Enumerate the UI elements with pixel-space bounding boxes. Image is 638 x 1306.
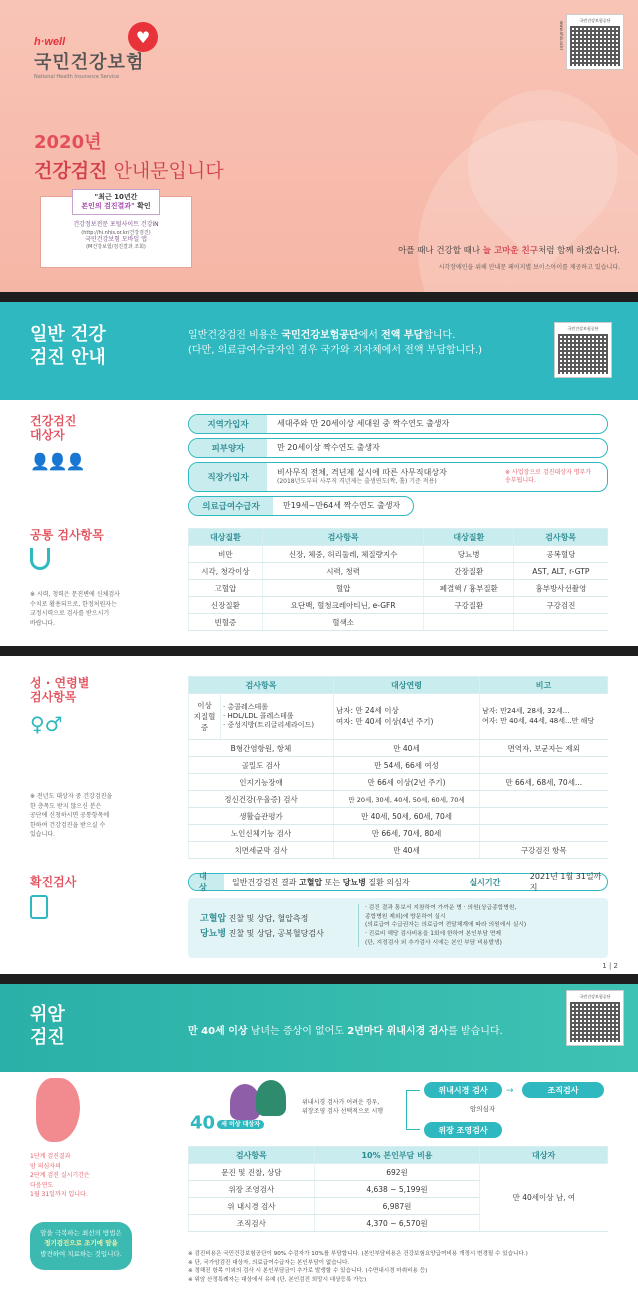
box-line: 정기검진으로 조기에 암을 xyxy=(44,1239,118,1248)
flow-note xyxy=(302,1098,383,1116)
cancer-title-line2: 검진 xyxy=(30,1026,65,1048)
cell xyxy=(480,825,608,842)
note-line: 한하여 건강검진을 받으실 수 xyxy=(30,821,106,829)
table-header-row xyxy=(189,529,608,546)
cell: 문진 및 진찰, 상담 xyxy=(189,1164,315,1181)
cell: 면역자, 보균자는 제외 xyxy=(480,740,608,757)
table-row xyxy=(189,614,608,631)
table-row-lipid xyxy=(189,694,608,740)
cell xyxy=(480,808,608,825)
box-line: 발견하여 치료하는 것입니다. xyxy=(40,1249,122,1258)
result-check-line1: "최근 10년간 xyxy=(94,193,138,201)
cell: 공복혈당 xyxy=(514,546,608,563)
cover-message-pre: 아플 때나 건강할 때나 xyxy=(398,246,483,256)
mobile-app-label: 국민건강보험 모바일 앱 xyxy=(85,236,147,244)
table-row xyxy=(189,580,608,597)
badge-text: 세 이상 대상자 xyxy=(217,1120,264,1129)
cell: 혈압 xyxy=(262,580,424,597)
htn-text: 진찰 및 상담, 혈압측정 xyxy=(228,914,309,923)
table-row xyxy=(189,842,608,859)
targets-label-line2: 대상자 xyxy=(30,428,65,443)
cancer-title xyxy=(30,1004,65,1049)
note-line: 바랍니다. xyxy=(30,619,56,627)
cell: 구강질환 xyxy=(424,597,514,614)
lipid-label-line1: 이상 xyxy=(197,701,212,710)
cancer-side-box xyxy=(30,1222,132,1270)
qr-pattern-2 xyxy=(558,334,608,374)
target-row-dependent xyxy=(188,438,608,458)
lipid-items-cell xyxy=(221,694,334,740)
portal-site-label: 건강정보전문 포털사이트 건강iN xyxy=(73,221,159,229)
qr-pattern xyxy=(570,26,620,66)
table-row xyxy=(189,546,608,563)
col-header: 검사항목 xyxy=(189,1147,315,1164)
note-line: (의료급여 수급권자는 의료급여 전달체계에 따라 의원에서 실시) xyxy=(365,922,527,929)
common-items-note xyxy=(30,590,120,628)
target-label: 의료급여수급자 xyxy=(189,497,273,515)
confirm-target-label: 대상 xyxy=(189,874,224,890)
agesex-label xyxy=(30,676,89,705)
common-items-table xyxy=(188,528,608,631)
cell: 6,987원 xyxy=(314,1198,480,1215)
general-description xyxy=(188,328,482,358)
confirm-label: 확진검사 xyxy=(30,875,77,889)
cell: 4,370 ~ 6,570원 xyxy=(314,1215,480,1232)
qr-label-2: 국민건강보험공단 xyxy=(567,326,599,331)
cell: 당뇨병 xyxy=(424,546,514,563)
note-line: 교정시력으로 검사를 받으시기 xyxy=(30,610,110,618)
cell: 노인신체기능 검사 xyxy=(189,825,334,842)
dm-label: 당뇨병 xyxy=(200,929,227,940)
general-desc-mid: 에서 xyxy=(358,330,382,341)
col-header: 검사항목 xyxy=(262,529,424,546)
age40-badge xyxy=(190,1112,264,1134)
cell: 요단백, 혈청크레아티닌, e-GFR xyxy=(262,597,424,614)
cell xyxy=(514,614,608,631)
target-text: 만19세~만64세 짝수연도 출생자 xyxy=(283,500,401,510)
footnote: ※ 검진비용은 국민건강보험공단이 90% 수검자가 10%를 부담합니다. (본인부담비용은 건강보험요양급여비용 개정시 변경될 수 있습니다.) xyxy=(188,1251,528,1257)
target-row-workplace xyxy=(188,462,608,492)
flow-endoscopy: 위내시경 검사 xyxy=(424,1082,502,1098)
agesex-table xyxy=(188,676,608,859)
note-line: 1단계 검진결과 xyxy=(30,1153,71,1160)
cell: 구강검진 xyxy=(514,597,608,614)
target-text xyxy=(267,468,505,486)
cell: 빈혈증 xyxy=(189,614,263,631)
cancer-desc-bold1: 만 40세 이상 xyxy=(188,1026,248,1037)
col-header: 10% 본인부담 비용 xyxy=(314,1147,480,1164)
nhis-logo xyxy=(34,36,144,80)
cell xyxy=(480,791,608,808)
arrow-right-icon: → xyxy=(506,1086,514,1096)
confirm-target-bold2: 당뇨병 xyxy=(342,877,366,887)
cell: B형간염항원, 항체 xyxy=(189,740,334,757)
general-desc-bold: 국민건강보험공단 xyxy=(281,330,359,341)
col-header: 대상질환 xyxy=(424,529,514,546)
qr-pattern-3 xyxy=(570,1002,620,1042)
note-line: · 검진 결과 통보서 지참하여 가까운 병 · 의원(상급종합병원, xyxy=(365,905,517,911)
note-line: 1월 31일까지 입니다. xyxy=(30,1191,88,1199)
confirm-detail-box xyxy=(188,898,608,958)
stethoscope-icon xyxy=(30,548,50,570)
target-text-sub: (2018년도부터 사무직 격년제는 출생연도(짝, 홀) 기준 적용) xyxy=(277,478,437,486)
agesex-note xyxy=(30,792,112,840)
cell: 만 66세, 68세, 70세... xyxy=(480,774,608,791)
cell: 혈색소 xyxy=(262,614,424,631)
cell: 692원 xyxy=(314,1164,480,1181)
note-line: · 진료비 해당 검사비용을 1회에 한하여 본인부담 면제 xyxy=(365,931,502,938)
general-title xyxy=(30,324,106,369)
cell: 구강검진 항목 xyxy=(480,842,608,859)
htn-label: 고혈압 xyxy=(200,914,227,924)
cell: 고혈압 xyxy=(189,580,263,597)
result-check-title xyxy=(72,189,159,215)
general-desc-bold2: 전액 부담 xyxy=(381,330,424,341)
heart-icon: ♥ xyxy=(128,22,158,52)
confirm-tests xyxy=(200,912,324,943)
cancer-side-note xyxy=(30,1152,90,1200)
table-row xyxy=(189,791,608,808)
confirm-target-bold1: 고혈압 xyxy=(298,877,323,887)
qr-code-3[interactable] xyxy=(566,990,624,1046)
cell: 간장질환 xyxy=(424,563,514,580)
cell: 만 40세 xyxy=(334,842,480,859)
cover-section xyxy=(0,0,638,292)
note-line: 2단계 검진 실시기간은 xyxy=(30,1172,90,1180)
note-line: 있습니다. xyxy=(30,831,56,839)
col-header: 비고 xyxy=(480,677,608,694)
section-divider xyxy=(0,974,638,984)
note-line: 공단에 신청하시면 공통항목에 xyxy=(30,812,110,820)
flow-xray: 위장 조영검사 xyxy=(424,1122,502,1138)
stomach-icon xyxy=(36,1078,80,1142)
portal-site-url[interactable]: (http://hi.nhis.or.kr/건강검진) xyxy=(81,229,151,236)
cancer-cost-table xyxy=(188,1146,608,1232)
flow-biopsy: 조직검사 xyxy=(522,1082,604,1098)
voiceeye-note: 시각장애인을 위해 안내문 페이지별 보이스아이를 제공하고 있습니다. xyxy=(438,264,620,271)
logo-sub: National Health Insurance Service xyxy=(34,74,120,80)
note-line: (단, 지정검사 외 추가검사 시에는 본인 부담 비용발생) xyxy=(365,939,502,946)
cancer-description xyxy=(188,1022,503,1037)
cover-year: 2020년 xyxy=(34,132,102,153)
lipid-note-cell xyxy=(480,694,608,740)
lipid-age-line2: 여자: 만 40세 이상(4년 주기) xyxy=(336,716,434,726)
table-header-row xyxy=(189,677,608,694)
note-line: 위장조영 검사 선택적으로 시행 xyxy=(302,1108,384,1115)
badge-number: 40 xyxy=(190,1112,216,1134)
qr-label: 국민건강보험공단 xyxy=(579,18,611,23)
table-header-row xyxy=(189,1147,608,1164)
cell: 흉부방사선촬영 xyxy=(514,580,608,597)
confirm-target-pre: 일반건강검진 결과 xyxy=(232,877,299,887)
lipid-label-line2: 지질혈증 xyxy=(193,712,216,732)
workplace-note: ※ 사업장으로 검진대상자 명부가 송부됩니다. xyxy=(505,468,592,484)
cancer-title-line1: 위암 xyxy=(30,1004,65,1025)
target-row-regional xyxy=(188,414,608,434)
cover-title-rest: 안내문입니다 xyxy=(107,160,224,182)
confirm-notes xyxy=(358,904,602,947)
lipid-age-cell xyxy=(334,694,480,740)
footnote: ※ 단, 국가암검진 대상자, 의료급여수급자는 본인부담이 없습니다. xyxy=(188,1259,350,1266)
cell: 폐결핵 / 흉부질환 xyxy=(424,580,514,597)
note-line: 종합병원 제외)에 방문하여 실시 xyxy=(365,913,446,920)
col-header: 대상자 xyxy=(480,1147,608,1164)
cell: 비만 xyxy=(189,546,263,563)
qr-label-3: 국민건강보험공단 xyxy=(579,994,611,999)
gender-icon: ♀♂ xyxy=(30,712,63,736)
targets-label xyxy=(30,414,76,443)
note-line: 위내시경 검사가 어려운 경우, xyxy=(302,1099,380,1106)
target-label: 직장가입자 xyxy=(189,463,267,491)
result-check-line2b: 확인 xyxy=(134,202,151,211)
cell: 신장, 체중, 허리둘레, 체질량지수 xyxy=(262,546,424,563)
table-row xyxy=(189,563,608,580)
cancer-desc-mid: 남녀는 증상이 없어도 xyxy=(247,1026,348,1037)
cell: AST, ALT, r-GTP xyxy=(514,563,608,580)
cell: 만 40세, 50세, 60세, 70세 xyxy=(334,808,480,825)
cell: 시각, 청각이상 xyxy=(189,563,263,580)
box-line: 암을 극복하는 최선의 방법은 xyxy=(40,1229,122,1237)
note-line: 암 의심자의 xyxy=(30,1162,61,1170)
table-row xyxy=(189,808,608,825)
table-row xyxy=(189,597,608,614)
target-label: 지역가입자 xyxy=(189,415,267,433)
cell: 만 54세, 66세 여성 xyxy=(334,757,480,774)
qr-side-text: www.nhis.or.kr xyxy=(559,21,564,51)
page-number: 1 | 2 xyxy=(602,962,618,970)
cell-target: 만 40세이상 남, 여 xyxy=(480,1164,608,1232)
note-line: 다음연도 xyxy=(30,1181,54,1189)
note-line: 한 층목도 받지 않으신 분은 xyxy=(30,802,102,810)
confirm-period-value: 2021년 1월 31일까지 xyxy=(529,872,602,892)
target-text-main: 비사무직 전체, 격년제 실시에 따른 사무직대상자 xyxy=(277,467,447,477)
lipid-item: · 중성지방(트리글리세라이드) xyxy=(223,721,315,730)
cell: 만 40세 xyxy=(334,740,480,757)
table-row xyxy=(189,740,608,757)
general-title-line1: 일반 건강 xyxy=(30,324,106,345)
cell: 생활습관평가 xyxy=(189,808,334,825)
cell: 골밀도 검사 xyxy=(189,757,334,774)
lipid-label-cell xyxy=(189,694,221,740)
col-header: 검사항목 xyxy=(514,529,608,546)
confirm-target-bar xyxy=(188,873,608,891)
cell: 정신건강(우울증) 검사 xyxy=(189,791,334,808)
clipboard-icon xyxy=(30,895,48,919)
table-row xyxy=(189,757,608,774)
target-text: 세대주와 만 20세이상 세대원 중 짝수연도 출생자 xyxy=(277,418,450,428)
general-desc-line2: (다만, 의료급여수급자인 경우 국가와 지자체에서 전액 부담합니다.) xyxy=(188,345,483,356)
agesex-label-line2: 검사항목 xyxy=(30,690,77,705)
cell: 인지기능장애 xyxy=(189,774,334,791)
cell: 치면세균막 검사 xyxy=(189,842,334,859)
col-header: 대상연령 xyxy=(334,677,480,694)
lipid-item: · HDL/LDL 콜레스테롤 xyxy=(223,711,294,720)
table-row xyxy=(189,1164,608,1181)
section-divider xyxy=(0,292,638,302)
general-desc-pre: 일반건강검진 비용은 xyxy=(188,330,282,341)
dm-text: 진찰 및 상담, 공복혈당검사 xyxy=(228,929,324,939)
flow-suspect: 암의심자 xyxy=(470,1105,496,1113)
confirm-target-mid: 또는 xyxy=(322,877,343,887)
cell: 4,638 ~ 5,199원 xyxy=(314,1181,480,1198)
qr-code[interactable] xyxy=(559,14,624,70)
section-divider xyxy=(0,646,638,656)
note-line: ※ 시력, 청력은 문진변에 신체검사 xyxy=(30,591,120,598)
footnote: ※ 위암 산정특례자는 대상에서 유예 (단, 본인검진 희망시 대상등록 가능) xyxy=(188,1276,367,1283)
agesex-label-line1: 성 · 연령별 xyxy=(30,676,90,690)
result-check-line2a: 본인의 검진결과" xyxy=(81,202,135,211)
cancer-footnotes xyxy=(188,1250,628,1285)
cell xyxy=(480,757,608,774)
cover-title-bold: 건강검진 xyxy=(34,160,108,182)
cell: 만 20세, 30세, 40세, 50세, 60세, 70세 xyxy=(334,791,480,808)
cancer-header xyxy=(0,984,638,1072)
table-row xyxy=(189,774,608,791)
people-icon: 👤👤👤 xyxy=(30,452,84,471)
cover-message-highlight: 늘 고마운 친구 xyxy=(482,246,538,256)
col-header: 대상질환 xyxy=(189,529,263,546)
targets-label-line1: 건강검진 xyxy=(30,414,77,428)
cell: 만 66세, 70세, 80세 xyxy=(334,825,480,842)
man-illustration xyxy=(256,1080,286,1116)
cell: 신장질환 xyxy=(189,597,263,614)
cell: 위 내시경 검사 xyxy=(189,1198,315,1215)
lipid-note-line2: 여자: 만 40세, 44세, 48세...만 해당 xyxy=(482,716,595,725)
result-check-box xyxy=(40,193,192,268)
footnote: ※ 정해진 항목 이외의 검사 시 본인부담금이 추가로 발생할 수 있습니다. (수면내시경 마취비용 등) xyxy=(188,1268,428,1275)
cancer-desc-bold2: 2년마다 위내시경 검사 xyxy=(347,1026,449,1037)
qr-code-2[interactable] xyxy=(554,322,612,378)
target-row-medical-aid xyxy=(188,496,414,516)
confirm-target-post: 질환 의심자 xyxy=(365,877,410,887)
general-desc-post: 합니다. xyxy=(423,330,456,341)
general-header xyxy=(0,302,638,400)
cell: 시력, 청력 xyxy=(262,563,424,580)
confirm-target-text xyxy=(224,877,469,888)
confirm-period-label: 실시기간 xyxy=(469,877,501,887)
mobile-app-sub: (M건강보험/검진결과 조회) xyxy=(86,244,146,251)
lipid-age-line1: 남자: 만 24세 이상 xyxy=(336,706,399,715)
common-items-label: 공통 검사항목 xyxy=(30,528,104,542)
cover-message xyxy=(398,244,620,256)
col-header: 검사항목 xyxy=(189,677,334,694)
lipid-note-line1: 남자: 만24세, 28세, 32세... xyxy=(482,706,570,715)
cover-title xyxy=(34,156,224,183)
table-row xyxy=(189,825,608,842)
general-title-line2: 검진 안내 xyxy=(30,346,106,368)
logo-hwell: h·well xyxy=(34,36,66,48)
cancer-desc-post: 를 받습니다. xyxy=(448,1026,503,1037)
target-label: 피부양자 xyxy=(189,439,267,457)
target-text: 만 20세이상 짝수연도 출생자 xyxy=(277,442,380,452)
cell: 조직검사 xyxy=(189,1215,315,1232)
cell: 위장 조영검사 xyxy=(189,1181,315,1198)
flow-connector xyxy=(406,1090,420,1130)
cover-message-post: 처럼 함께 하겠습니다. xyxy=(537,246,620,256)
cell xyxy=(424,614,514,631)
cell: 만 66세 이상(2년 주기) xyxy=(334,774,480,791)
note-line: 수치로 활용되므로, 한정처원자는 xyxy=(30,600,117,608)
note-line: ※ 전년도 대상자 중 건강검진을 xyxy=(30,793,113,800)
logo-name: 국민건강보험 xyxy=(34,52,145,73)
lipid-item: · 총콜레스테롤 xyxy=(223,702,269,711)
